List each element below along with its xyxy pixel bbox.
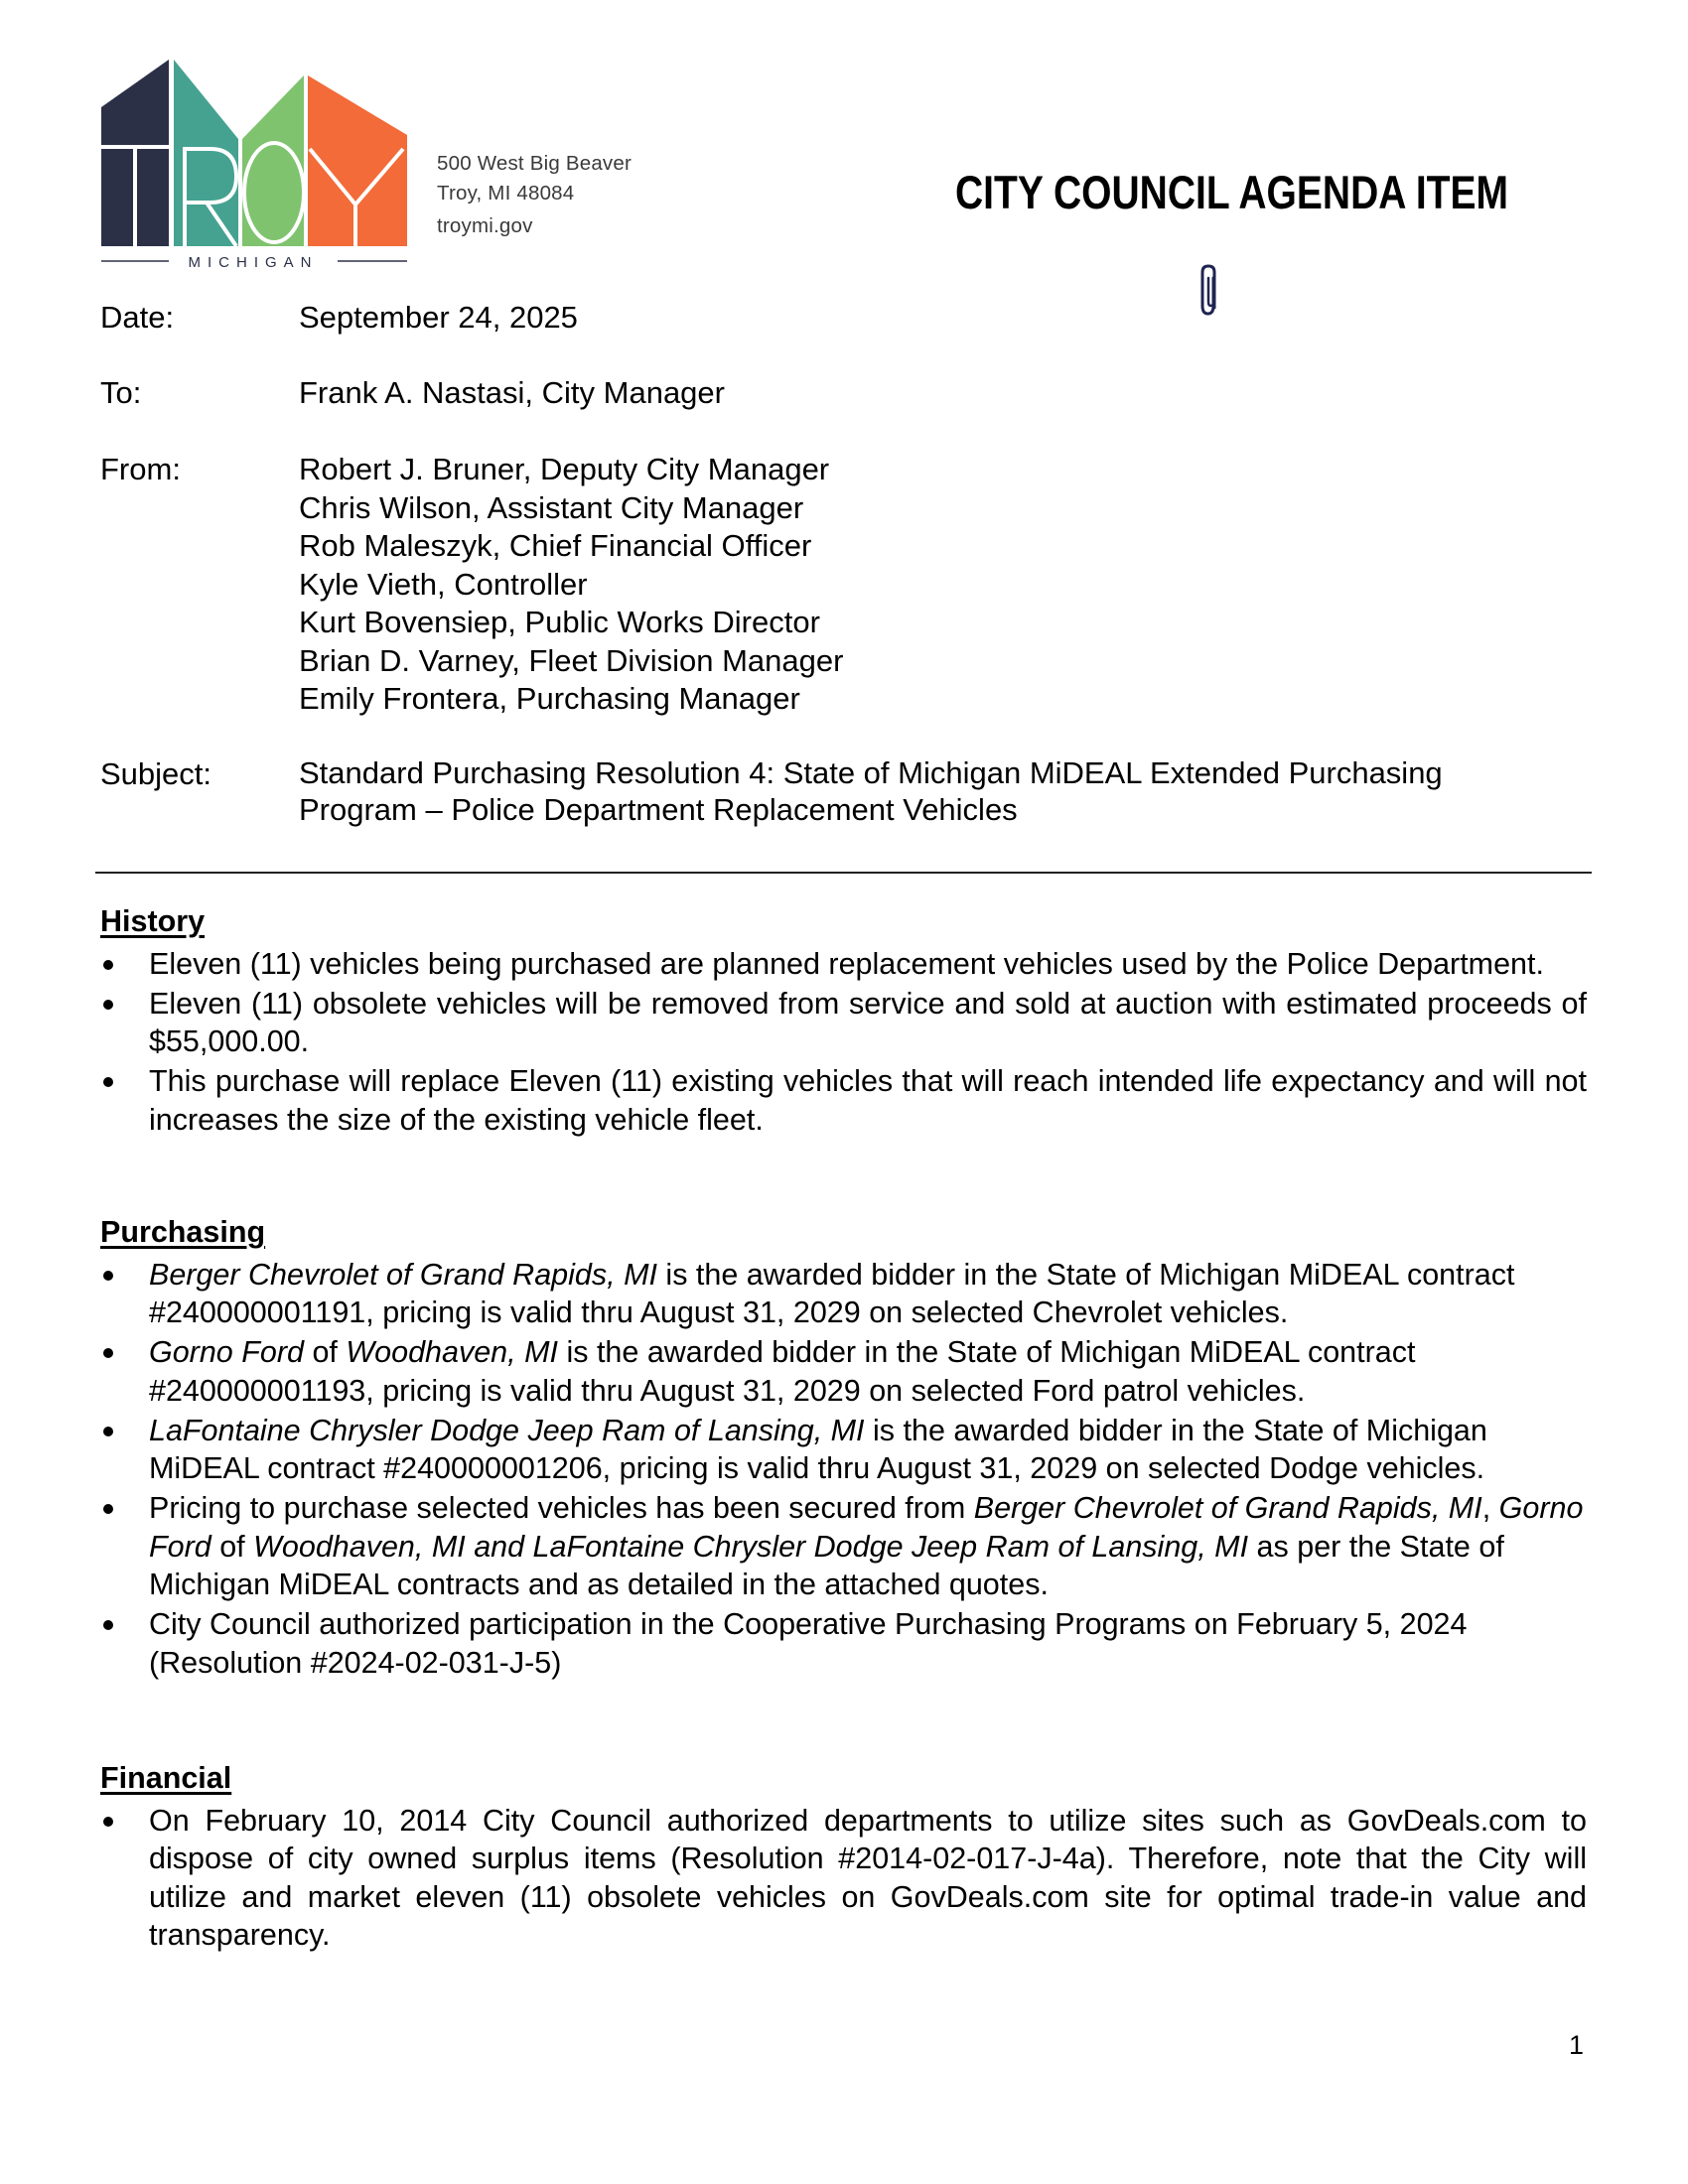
- list-item: Gorno Ford of Woodhaven, MI is the awarded bidder in the State of Michigan MiDEAL contract #240000001193, pricing is valid thru August 31, 2029 on selected Ford patrol vehicles.: [100, 1333, 1587, 1410]
- bullet-icon: [103, 1620, 113, 1630]
- address-city: Troy, MI 48084: [437, 182, 575, 205]
- purchasing-list: [100, 1256, 1587, 1683]
- financial-heading: Financial: [100, 1761, 232, 1795]
- troy-logo-graphic: [99, 58, 409, 271]
- list-item: On February 10, 2014 City Council authorized departments to utilize sites such as GovDeals.com to dispose of city owned surplus items (Resolution #2014-02-017-J-4a). Therefore, note that the City will utilize and market eleven (11) obsolete vehicles on GovDeals.com site for optimal trade-in value and transparency.: [100, 1802, 1587, 1955]
- list-item: LaFontaine Chrysler Dodge Jeep Ram of Lansing, MI is the awarded bidder in the State of Michigan MiDEAL contract #240000001206, pricing is valid thru August 31, 2029 on selected Dodge vehicles.: [100, 1412, 1587, 1488]
- troy-michigan-logo: [99, 58, 409, 271]
- from-label: From:: [100, 452, 181, 486]
- bullet-icon: [103, 1427, 113, 1436]
- header-divider: [95, 872, 1592, 874]
- history-section: [100, 902, 1587, 1141]
- bullet-icon: [103, 1817, 113, 1827]
- financial-list: [100, 1802, 1587, 1955]
- list-item: Berger Chevrolet of Grand Rapids, MI is the awarded bidder in the State of Michigan MiDEAL contract #240000001191, pricing is valid thru August 31, 2029 on selected Chevrolet vehicles.: [100, 1256, 1587, 1332]
- address-website: troymi.gov: [437, 214, 533, 237]
- list-item: Eleven (11) obsolete vehicles will be removed from service and sold at auction with estimated proceeds of $55,000.00.: [100, 985, 1587, 1061]
- from-person: Kyle Vieth, Controller: [299, 566, 588, 602]
- date-value: September 24, 2025: [299, 300, 578, 335]
- vendor-location: Woodhaven, MI: [346, 1335, 558, 1369]
- date-label: Date:: [100, 300, 175, 335]
- from-person: Robert J. Bruner, Deputy City Manager: [299, 452, 830, 486]
- vendor-name: LaFontaine Chrysler Dodge Jeep Ram of Lansing, MI: [149, 1413, 865, 1447]
- subject-label: Subject:: [100, 756, 212, 791]
- from-person: Kurt Bovensiep, Public Works Director: [299, 605, 820, 639]
- from-person: Rob Maleszyk, Chief Financial Officer: [299, 528, 812, 563]
- from-list: [299, 451, 1590, 719]
- purchasing-heading: Purchasing: [100, 1215, 266, 1249]
- list-item: City Council authorized participation in the Cooperative Purchasing Programs on February 5, 2024 (Resolution #2024-02-031-J-5): [100, 1605, 1587, 1682]
- history-heading: History: [100, 904, 206, 938]
- bullet-icon: [103, 1271, 113, 1281]
- bullet-icon: [103, 1000, 113, 1010]
- to-value: Frank A. Nastasi, City Manager: [299, 375, 725, 410]
- page-number: 1: [1569, 2030, 1585, 2060]
- subject-line-1: Standard Purchasing Resolution 4: State of Michigan MiDEAL Extended Purchasing: [299, 755, 1443, 790]
- financial-section: [100, 1759, 1587, 1956]
- city-address: [437, 149, 632, 241]
- subject-line-2: Program – Police Department Replacement Vehicles: [299, 791, 1018, 827]
- address-street: 500 West Big Beaver: [437, 152, 632, 175]
- list-item: This purchase will replace Eleven (11) existing vehicles that will reach intended life expectancy and will not increases the size of the existing vehicle fleet.: [100, 1062, 1587, 1139]
- list-item: Eleven (11) vehicles being purchased are planned replacement vehicles used by the Police Department.: [100, 945, 1587, 984]
- bullet-icon: [103, 1077, 113, 1087]
- list-item: Pricing to purchase selected vehicles has been secured from Berger Chevrolet of Grand Rapids, MI, Gorno Ford of Woodhaven, MI and LaFontaine Chrysler Dodge Jeep Ram of Lansing, MI as per the State of Michigan MiDEAL contracts and as detailed in the attached quotes.: [100, 1489, 1587, 1604]
- logo-michigan-text: MICHIGAN: [188, 254, 319, 271]
- bullet-icon: [103, 960, 113, 970]
- history-list: [100, 945, 1587, 1140]
- vendor-name: Gorno Ford: [149, 1335, 304, 1369]
- from-person: Emily Frontera, Purchasing Manager: [299, 681, 800, 716]
- purchasing-section: [100, 1213, 1587, 1684]
- bullet-icon: [103, 1348, 113, 1358]
- bullet-icon: [103, 1504, 113, 1514]
- page-title: CITY COUNCIL AGENDA ITEM: [955, 166, 1509, 218]
- from-person: Brian D. Varney, Fleet Division Manager: [299, 642, 844, 678]
- from-person: Chris Wilson, Assistant City Manager: [299, 489, 804, 525]
- to-label: To:: [100, 375, 142, 410]
- vendor-name: Berger Chevrolet of Grand Rapids, MI: [149, 1257, 657, 1292]
